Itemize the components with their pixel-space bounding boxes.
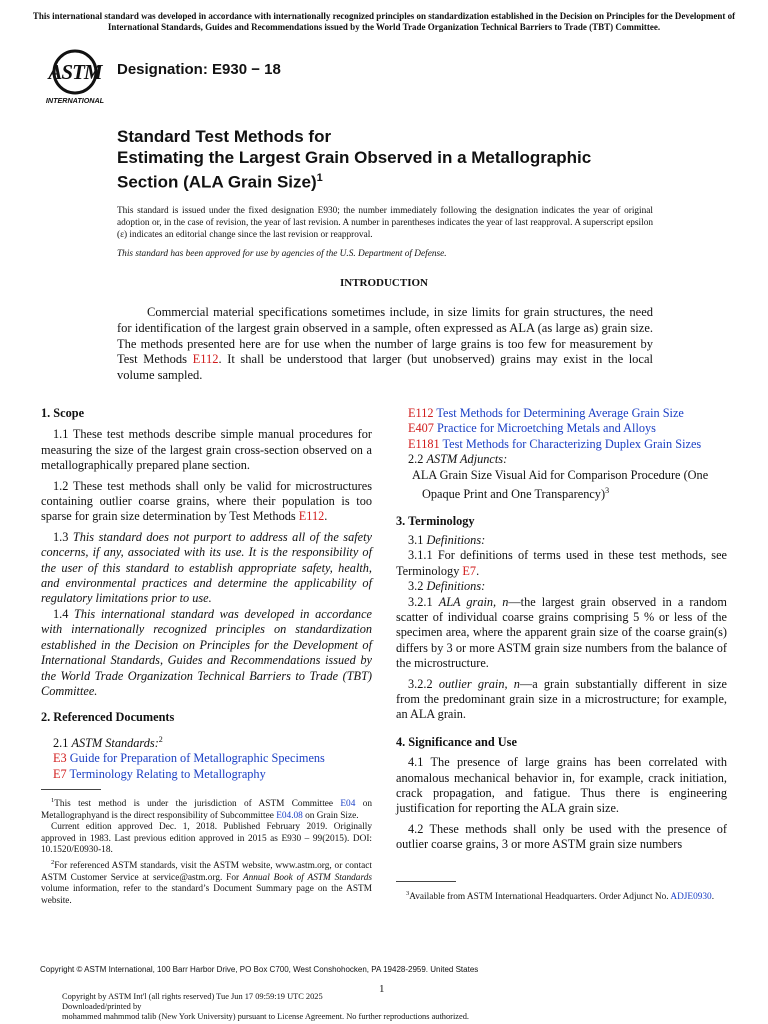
adjunct-link[interactable]: ADJE0930: [670, 892, 712, 903]
page-number: 1: [379, 983, 385, 995]
page-title: [117, 126, 717, 193]
reference-item[interactable]: E3 Guide for Preparation of Metallographic Specimens: [53, 751, 325, 766]
para-2-2: 2.2 ASTM Adjuncts:: [408, 452, 508, 467]
e7-link[interactable]: E7: [462, 563, 477, 578]
reference-item[interactable]: E407 Practice for Microetching Metals and Alloys: [408, 421, 656, 436]
para-3-2-1: 3.2.1 ALA grain, n—the largest grain observed in a random scatter of individual coarse grains comprising 5 % or less of the specimen area, where the apparent grain size of the coarse grain(s) differs by 3 or more ASTM grain size numbers from the balance of the microstructure.: [396, 594, 727, 671]
para-3-2-2: 3.2.2 outlier grain, n—a grain substantially different in size from the predominant grain size in a microstructure; for example, an ALA grain.: [396, 676, 727, 722]
right-column: [396, 406, 727, 853]
approved-statement: This standard has been approved for use by agencies of the U.S. Department of Defense.: [117, 249, 447, 259]
reference-item[interactable]: E7 Terminology Relating to Metallography: [53, 766, 266, 781]
left-column: [41, 406, 372, 782]
download-notice: Copyright by ASTM Int'l (all rights reserved) Tue Jun 17 09:59:19 UTC 2025 Downloaded/printed by mohammed mahmmod talib (New York University) pursuant to License Agreement. No further reproductions authorized.: [62, 992, 470, 1021]
para-3-1-1: 3.1.1 For definitions of terms used in these test methods, see Terminology E7.: [396, 548, 727, 578]
designation: Designation: E930 − 18: [117, 61, 281, 78]
footnote-1-edition: Current edition approved Dec. 1, 2018. Published February 2019. Originally approved in 1983. Last previous edition approved in 2015 as E930 – 99(2015). DOI: 10.1520/E0930-18.: [41, 822, 372, 856]
footnotes-left: [41, 795, 372, 908]
section-1-heading: 1. Scope: [41, 406, 85, 420]
title-footnote-marker: 1: [316, 172, 323, 184]
introduction-text: Commercial material specifications sometimes include, in size limits for grain structures, the need for identification of the largest grain observed in a sample, often expressed as ALA (as large as) grain size. The methods presented here are for use when the number of large grains is too few for measurement by Test Methods E112. It shall be understood that larger (but unobserved) grains may exist in the local volume sampled.: [117, 305, 653, 383]
header-notice: This international standard was developed in accordance with internationally recognized principles on standardization established in the Decision on Principles for the Development of International Standards, Guides and Recommendations issued by the World Trade Organization Technical Barriers to Trade (TBT) Committee.: [32, 11, 736, 32]
adjunct-item: ALA Grain Size Visual Aid for Comparison Procedure (One Opaque Print and One Transparency)$^3$: [412, 467, 709, 502]
para-4-2: 4.2 These methods shall only be used with the presence of outlier coarse grains, 3 or more ASTM grain size numbers: [396, 821, 727, 852]
title-line-3: Section (ALA Grain Size)$^1$: [117, 172, 323, 192]
para-3-2: 3.2 Definitions:: [408, 579, 486, 594]
introduction-heading: INTRODUCTION: [339, 277, 428, 289]
para-1-2: 1.2 These test methods shall only be valid for microstructures containing outlier coarse grains, where their population is too sparse for grain size determination by Test Methods E112.: [41, 478, 372, 524]
reference-item[interactable]: E112 Test Methods for Determining Average Grain Size: [408, 406, 684, 420]
reference-item[interactable]: E1181 Test Methods for Characterizing Duplex Grain Sizes: [408, 436, 702, 451]
footnote-3: $^3$Available from ASTM International Headquarters. Order Adjunct No. ADJE0930.: [406, 890, 715, 903]
para-1-1: 1.1 These test methods describe simple manual procedures for measuring the size of the largest grain cross-section observed on a metallographically prepared plane section.: [41, 427, 372, 473]
footnote-1: $^1$This test method is under the jurisdiction of ASTM Committee E04 on Metallographyand is the direct responsibility of Subcommittee E04.08 on Grain Size.: [41, 797, 372, 821]
para-3-1: 3.1 Definitions:: [408, 532, 486, 547]
logo-subtext: INTERNATIONAL: [45, 96, 105, 105]
footnote-2: $^2$For referenced ASTM standards, visit the ASTM website, www.astm.org, or contact ASTM Customer Service at service@astm.org. For Annual Book of ASTM Standards volume information, refer to the standard’s Document Summary page on the ASTM website.: [41, 859, 372, 906]
e112-link[interactable]: E112: [298, 509, 325, 524]
issued-statement: This standard is issued under the fixed designation E930; the number immediately following the designation indicates the year of original adoption or, in the case of revision, the year of last revision. A number in parentheses indicates the year of last reapproval. A superscript epsilon (ε) indicates an editorial change since the last revision or reapproval.: [117, 206, 653, 240]
para-2-1: 2.1 ASTM Standards:$^2$: [53, 734, 163, 750]
section-2-heading: 2. Referenced Documents: [41, 710, 175, 725]
section-4-heading: 4. Significance and Use: [396, 734, 517, 749]
footnote-rule: [41, 789, 101, 790]
committee-link[interactable]: E04: [340, 799, 356, 810]
title-line-2: Estimating the Largest Grain Observed in a Metallographic: [117, 148, 592, 167]
e112-link[interactable]: E112: [192, 352, 219, 367]
subcommittee-link[interactable]: E04.08: [276, 810, 303, 821]
astm-logo: [38, 48, 112, 108]
footnote-rule: [396, 881, 456, 882]
para-1-4: 1.4 This international standard was developed in accordance with internationally recognized principles on standardization established in the Decision on Principles for the Development of International Standards, Guides and Recommendations issued by the World Trade Organization Technical Barriers to Trade (TBT) Committee.: [41, 606, 372, 698]
section-3-heading: 3. Terminology: [396, 513, 475, 528]
para-4-1: 4.1 The presence of large grains has been correlated with anomalous mechanical behavior in, for example, crack initiation, crack propagation, and fatigue. Thus there is engineering justification for reporting the ALA grain size.: [396, 755, 727, 816]
copyright-line: Copyright © ASTM International, 100 Barr Harbor Drive, PO Box C700, West Conshohocken, PA 19428-2959. United States: [40, 965, 479, 974]
title-line-1: Standard Test Methods for: [117, 127, 332, 146]
svg-text:ASTM: ASTM: [48, 60, 102, 84]
para-1-3: 1.3 This standard does not purport to address all of the safety concerns, if any, associated with its use. It is the responsibility of the user of this standard to establish appropriate safety, health, and environmental practices and determine the applicability of regulatory limitations prior to use.: [41, 529, 372, 606]
